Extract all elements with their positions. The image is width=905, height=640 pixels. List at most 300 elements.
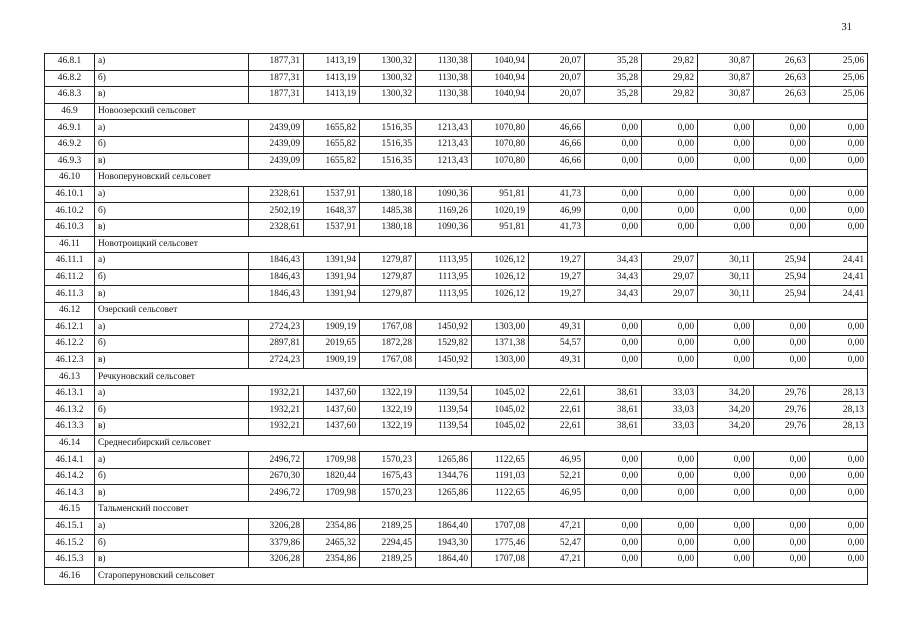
- row-type: б): [95, 70, 249, 87]
- value-cell: 1300,32: [360, 54, 416, 71]
- value-cell: 1877,31: [249, 70, 304, 87]
- value-cell: 0,00: [585, 535, 642, 552]
- table-row: [45, 518, 868, 535]
- value-cell: 2328,61: [249, 219, 304, 236]
- value-cell: 1213,43: [416, 153, 472, 170]
- value-cell: 25,06: [810, 87, 868, 104]
- value-cell: 1322,19: [360, 385, 416, 402]
- value-cell: 0,00: [642, 551, 698, 568]
- value-cell: 1130,38: [416, 54, 472, 71]
- value-cell: 35,28: [585, 54, 642, 71]
- value-cell: 2897,81: [249, 336, 304, 353]
- value-cell: 1191,03: [472, 468, 529, 485]
- value-cell: 1303,00: [472, 352, 529, 369]
- value-cell: 1450,92: [416, 352, 472, 369]
- value-cell: 49,31: [529, 352, 585, 369]
- value-cell: 1909,19: [304, 352, 360, 369]
- table-row: [45, 253, 868, 270]
- value-cell: 30,87: [698, 87, 754, 104]
- value-cell: 24,41: [810, 253, 868, 270]
- row-code: 46.12.1: [45, 319, 95, 336]
- value-cell: 38,61: [585, 385, 642, 402]
- value-cell: 0,00: [754, 336, 810, 353]
- section-title: Речкуновский сельсовет: [95, 369, 868, 386]
- row-type: а): [95, 319, 249, 336]
- value-cell: 28,13: [810, 419, 868, 436]
- value-cell: 29,82: [642, 87, 698, 104]
- row-code: 46.11.3: [45, 286, 95, 303]
- value-cell: 1877,31: [249, 87, 304, 104]
- value-cell: 38,61: [585, 402, 642, 419]
- table-row: [45, 153, 868, 170]
- section-title: Новоперуновский сельсовет: [95, 170, 868, 187]
- value-cell: 3206,28: [249, 518, 304, 535]
- row-code: 46.15.1: [45, 518, 95, 535]
- value-cell: 1932,21: [249, 419, 304, 436]
- row-code: 46.13.3: [45, 419, 95, 436]
- value-cell: 2189,25: [360, 551, 416, 568]
- value-cell: 33,03: [642, 385, 698, 402]
- value-cell: 2502,19: [249, 203, 304, 220]
- section-row: [45, 170, 868, 187]
- row-code: 46.12: [45, 302, 95, 319]
- row-code: 46.15.3: [45, 551, 95, 568]
- row-type: а): [95, 120, 249, 137]
- value-cell: 24,41: [810, 269, 868, 286]
- value-cell: 1265,86: [416, 452, 472, 469]
- value-cell: 1864,40: [416, 551, 472, 568]
- row-code: 46.9: [45, 103, 95, 120]
- value-cell: 33,03: [642, 419, 698, 436]
- value-cell: 30,11: [698, 286, 754, 303]
- value-cell: 2189,25: [360, 518, 416, 535]
- value-cell: 0,00: [754, 319, 810, 336]
- value-cell: 25,06: [810, 54, 868, 71]
- value-cell: 0,00: [642, 319, 698, 336]
- value-cell: 22,61: [529, 402, 585, 419]
- value-cell: 0,00: [810, 319, 868, 336]
- value-cell: 20,07: [529, 54, 585, 71]
- value-cell: 0,00: [642, 485, 698, 502]
- value-cell: 46,99: [529, 203, 585, 220]
- value-cell: 0,00: [642, 336, 698, 353]
- value-cell: 2724,23: [249, 352, 304, 369]
- value-cell: 47,21: [529, 551, 585, 568]
- value-cell: 0,00: [810, 551, 868, 568]
- value-cell: 1139,54: [416, 419, 472, 436]
- value-cell: 0,00: [642, 203, 698, 220]
- value-cell: 28,13: [810, 385, 868, 402]
- row-type: а): [95, 518, 249, 535]
- value-cell: 1113,95: [416, 253, 472, 270]
- value-cell: 0,00: [754, 352, 810, 369]
- row-code: 46.13.2: [45, 402, 95, 419]
- value-cell: 1391,94: [304, 286, 360, 303]
- row-type: а): [95, 385, 249, 402]
- value-cell: 1300,32: [360, 87, 416, 104]
- value-cell: 29,76: [754, 402, 810, 419]
- value-cell: 1026,12: [472, 286, 529, 303]
- row-type: в): [95, 153, 249, 170]
- row-code: 46.8.1: [45, 54, 95, 71]
- row-type: в): [95, 551, 249, 568]
- value-cell: 1371,38: [472, 336, 529, 353]
- row-type: в): [95, 485, 249, 502]
- row-code: 46.14.1: [45, 452, 95, 469]
- row-code: 46.8.2: [45, 70, 95, 87]
- value-cell: 1537,91: [304, 186, 360, 203]
- value-cell: 0,00: [585, 319, 642, 336]
- value-cell: 49,31: [529, 319, 585, 336]
- value-cell: 2328,61: [249, 186, 304, 203]
- table-row: [45, 419, 868, 436]
- value-cell: 1943,30: [416, 535, 472, 552]
- value-cell: 951,81: [472, 219, 529, 236]
- section-title: Новоозерский сельсовет: [95, 103, 868, 120]
- value-cell: 46,95: [529, 485, 585, 502]
- value-cell: 1767,08: [360, 352, 416, 369]
- value-cell: 1709,98: [304, 452, 360, 469]
- section-title: Староперуновский сельсовет: [95, 568, 868, 585]
- row-code: 46.15: [45, 502, 95, 519]
- value-cell: 2439,09: [249, 120, 304, 137]
- row-code: 46.16: [45, 568, 95, 585]
- value-cell: 26,63: [754, 70, 810, 87]
- row-code: 46.14: [45, 435, 95, 452]
- value-cell: 1322,19: [360, 419, 416, 436]
- value-cell: 1570,23: [360, 452, 416, 469]
- value-cell: 0,00: [810, 186, 868, 203]
- value-cell: 24,41: [810, 286, 868, 303]
- value-cell: 0,00: [810, 468, 868, 485]
- value-cell: 46,66: [529, 136, 585, 153]
- value-cell: 29,76: [754, 385, 810, 402]
- row-type: а): [95, 54, 249, 71]
- value-cell: 1040,94: [472, 87, 529, 104]
- row-type: б): [95, 535, 249, 552]
- value-cell: 1820,44: [304, 468, 360, 485]
- value-cell: 0,00: [754, 120, 810, 137]
- value-cell: 1932,21: [249, 385, 304, 402]
- value-cell: 1113,95: [416, 269, 472, 286]
- section-row: [45, 302, 868, 319]
- value-cell: 2496,72: [249, 485, 304, 502]
- row-code: 46.8.3: [45, 87, 95, 104]
- row-type: б): [95, 336, 249, 353]
- value-cell: 33,03: [642, 402, 698, 419]
- value-cell: 26,63: [754, 87, 810, 104]
- section-row: [45, 435, 868, 452]
- value-cell: 0,00: [585, 485, 642, 502]
- value-cell: 1322,19: [360, 402, 416, 419]
- value-cell: 1570,23: [360, 485, 416, 502]
- value-cell: 0,00: [754, 153, 810, 170]
- value-cell: 29,82: [642, 54, 698, 71]
- value-cell: 1213,43: [416, 136, 472, 153]
- value-cell: 41,73: [529, 186, 585, 203]
- table-body: [45, 54, 868, 585]
- value-cell: 0,00: [754, 535, 810, 552]
- row-code: 46.12.3: [45, 352, 95, 369]
- value-cell: 34,20: [698, 402, 754, 419]
- value-cell: 20,07: [529, 70, 585, 87]
- value-cell: 25,06: [810, 70, 868, 87]
- row-type: б): [95, 269, 249, 286]
- value-cell: 2496,72: [249, 452, 304, 469]
- row-code: 46.15.2: [45, 535, 95, 552]
- value-cell: 0,00: [642, 186, 698, 203]
- value-cell: 1045,02: [472, 385, 529, 402]
- row-code: 46.11: [45, 236, 95, 253]
- value-cell: 1122,65: [472, 485, 529, 502]
- value-cell: 2724,23: [249, 319, 304, 336]
- value-cell: 29,07: [642, 253, 698, 270]
- value-cell: 0,00: [642, 518, 698, 535]
- value-cell: 19,27: [529, 269, 585, 286]
- value-cell: 1707,08: [472, 518, 529, 535]
- value-cell: 1380,18: [360, 219, 416, 236]
- value-cell: 1864,40: [416, 518, 472, 535]
- table-row: [45, 385, 868, 402]
- value-cell: 1675,43: [360, 468, 416, 485]
- value-cell: 0,00: [698, 535, 754, 552]
- value-cell: 22,61: [529, 419, 585, 436]
- value-cell: 1169,26: [416, 203, 472, 220]
- value-cell: 26,63: [754, 54, 810, 71]
- value-cell: 0,00: [585, 153, 642, 170]
- value-cell: 0,00: [754, 452, 810, 469]
- value-cell: 1122,65: [472, 452, 529, 469]
- value-cell: 1020,19: [472, 203, 529, 220]
- value-cell: 1279,87: [360, 269, 416, 286]
- value-cell: 1344,76: [416, 468, 472, 485]
- value-cell: 0,00: [810, 518, 868, 535]
- row-code: 46.10.3: [45, 219, 95, 236]
- row-code: 46.13: [45, 369, 95, 386]
- value-cell: 2354,86: [304, 518, 360, 535]
- row-type: б): [95, 203, 249, 220]
- row-type: в): [95, 87, 249, 104]
- table-row: [45, 535, 868, 552]
- value-cell: 1113,95: [416, 286, 472, 303]
- value-cell: 1279,87: [360, 253, 416, 270]
- value-cell: 1040,94: [472, 54, 529, 71]
- value-cell: 30,11: [698, 269, 754, 286]
- value-cell: 35,28: [585, 70, 642, 87]
- row-code: 46.9.2: [45, 136, 95, 153]
- value-cell: 38,61: [585, 419, 642, 436]
- value-cell: 1450,92: [416, 319, 472, 336]
- value-cell: 1707,08: [472, 551, 529, 568]
- value-cell: 0,00: [810, 535, 868, 552]
- value-cell: 1300,32: [360, 70, 416, 87]
- value-cell: 19,27: [529, 286, 585, 303]
- row-code: 46.10.2: [45, 203, 95, 220]
- value-cell: 30,87: [698, 70, 754, 87]
- section-row: [45, 369, 868, 386]
- value-cell: 0,00: [754, 485, 810, 502]
- row-type: б): [95, 468, 249, 485]
- value-cell: 0,00: [585, 203, 642, 220]
- row-code: 46.12.2: [45, 336, 95, 353]
- row-type: в): [95, 286, 249, 303]
- value-cell: 1846,43: [249, 269, 304, 286]
- value-cell: 0,00: [810, 485, 868, 502]
- value-cell: 22,61: [529, 385, 585, 402]
- value-cell: 1516,35: [360, 120, 416, 137]
- value-cell: 28,13: [810, 402, 868, 419]
- value-cell: 0,00: [585, 352, 642, 369]
- section-row: [45, 502, 868, 519]
- value-cell: 0,00: [810, 452, 868, 469]
- value-cell: 0,00: [698, 153, 754, 170]
- value-cell: 29,76: [754, 419, 810, 436]
- value-cell: 1413,19: [304, 87, 360, 104]
- value-cell: 0,00: [585, 336, 642, 353]
- value-cell: 46,95: [529, 452, 585, 469]
- value-cell: 1070,80: [472, 136, 529, 153]
- value-cell: 20,07: [529, 87, 585, 104]
- section-row: [45, 103, 868, 120]
- value-cell: 0,00: [698, 485, 754, 502]
- value-cell: 1026,12: [472, 253, 529, 270]
- value-cell: 46,66: [529, 153, 585, 170]
- value-cell: 1090,36: [416, 186, 472, 203]
- table-row: [45, 186, 868, 203]
- value-cell: 0,00: [810, 136, 868, 153]
- value-cell: 0,00: [642, 136, 698, 153]
- table-row: [45, 286, 868, 303]
- value-cell: 0,00: [698, 319, 754, 336]
- value-cell: 0,00: [585, 468, 642, 485]
- section-title: Новотроицкий сельсовет: [95, 236, 868, 253]
- value-cell: 3206,28: [249, 551, 304, 568]
- page-number: 31: [841, 22, 852, 33]
- row-code: 46.11.1: [45, 253, 95, 270]
- value-cell: 0,00: [642, 535, 698, 552]
- value-cell: 1437,60: [304, 385, 360, 402]
- table-row: [45, 336, 868, 353]
- value-cell: 1303,00: [472, 319, 529, 336]
- value-cell: 0,00: [642, 120, 698, 137]
- value-cell: 1070,80: [472, 153, 529, 170]
- value-cell: 1709,98: [304, 485, 360, 502]
- value-cell: 1130,38: [416, 87, 472, 104]
- value-cell: 1932,21: [249, 402, 304, 419]
- table-row: [45, 352, 868, 369]
- row-type: в): [95, 419, 249, 436]
- value-cell: 1872,28: [360, 336, 416, 353]
- value-cell: 0,00: [754, 551, 810, 568]
- section-row: [45, 568, 868, 585]
- value-cell: 25,94: [754, 269, 810, 286]
- table-row: [45, 468, 868, 485]
- value-cell: 0,00: [698, 468, 754, 485]
- value-cell: 0,00: [754, 203, 810, 220]
- row-type: а): [95, 186, 249, 203]
- value-cell: 0,00: [585, 452, 642, 469]
- value-cell: 1437,60: [304, 402, 360, 419]
- value-cell: 46,66: [529, 120, 585, 137]
- value-cell: 0,00: [698, 518, 754, 535]
- value-cell: 2439,09: [249, 153, 304, 170]
- value-cell: 0,00: [754, 186, 810, 203]
- tariff-table: [44, 53, 868, 585]
- value-cell: 0,00: [698, 336, 754, 353]
- row-code: 46.9.3: [45, 153, 95, 170]
- table-row: [45, 136, 868, 153]
- row-code: 46.10.1: [45, 186, 95, 203]
- table-row: [45, 452, 868, 469]
- row-type: а): [95, 452, 249, 469]
- value-cell: 29,07: [642, 269, 698, 286]
- value-cell: 1391,94: [304, 253, 360, 270]
- value-cell: 2019,65: [304, 336, 360, 353]
- value-cell: 1775,46: [472, 535, 529, 552]
- value-cell: 0,00: [810, 352, 868, 369]
- value-cell: 951,81: [472, 186, 529, 203]
- value-cell: 29,82: [642, 70, 698, 87]
- value-cell: 41,73: [529, 219, 585, 236]
- value-cell: 0,00: [698, 452, 754, 469]
- value-cell: 1090,36: [416, 219, 472, 236]
- value-cell: 1655,82: [304, 120, 360, 137]
- table-row: [45, 269, 868, 286]
- row-code: 46.14.3: [45, 485, 95, 502]
- value-cell: 0,00: [585, 219, 642, 236]
- value-cell: 0,00: [585, 186, 642, 203]
- table-row: [45, 54, 868, 71]
- value-cell: 1279,87: [360, 286, 416, 303]
- table-row: [45, 319, 868, 336]
- value-cell: 2465,32: [304, 535, 360, 552]
- value-cell: 30,87: [698, 54, 754, 71]
- value-cell: 0,00: [754, 468, 810, 485]
- value-cell: 1648,37: [304, 203, 360, 220]
- table-row: [45, 203, 868, 220]
- value-cell: 2439,09: [249, 136, 304, 153]
- row-code: 46.11.2: [45, 269, 95, 286]
- value-cell: 0,00: [810, 120, 868, 137]
- row-code: 46.14.2: [45, 468, 95, 485]
- value-cell: 0,00: [754, 219, 810, 236]
- value-cell: 1045,02: [472, 402, 529, 419]
- value-cell: 54,57: [529, 336, 585, 353]
- table-row: [45, 219, 868, 236]
- value-cell: 34,20: [698, 419, 754, 436]
- table-row: [45, 87, 868, 104]
- value-cell: 1655,82: [304, 153, 360, 170]
- row-code: 46.9.1: [45, 120, 95, 137]
- row-type: б): [95, 136, 249, 153]
- value-cell: 1655,82: [304, 136, 360, 153]
- value-cell: 1485,38: [360, 203, 416, 220]
- value-cell: 0,00: [754, 518, 810, 535]
- value-cell: 0,00: [698, 136, 754, 153]
- row-code: 46.13.1: [45, 385, 95, 402]
- value-cell: 0,00: [585, 551, 642, 568]
- value-cell: 34,20: [698, 385, 754, 402]
- value-cell: 0,00: [754, 136, 810, 153]
- value-cell: 1413,19: [304, 70, 360, 87]
- value-cell: 3379,86: [249, 535, 304, 552]
- value-cell: 34,43: [585, 269, 642, 286]
- value-cell: 1070,80: [472, 120, 529, 137]
- value-cell: 1846,43: [249, 253, 304, 270]
- value-cell: 0,00: [698, 219, 754, 236]
- value-cell: 1045,02: [472, 419, 529, 436]
- section-title: Озерский сельсовет: [95, 302, 868, 319]
